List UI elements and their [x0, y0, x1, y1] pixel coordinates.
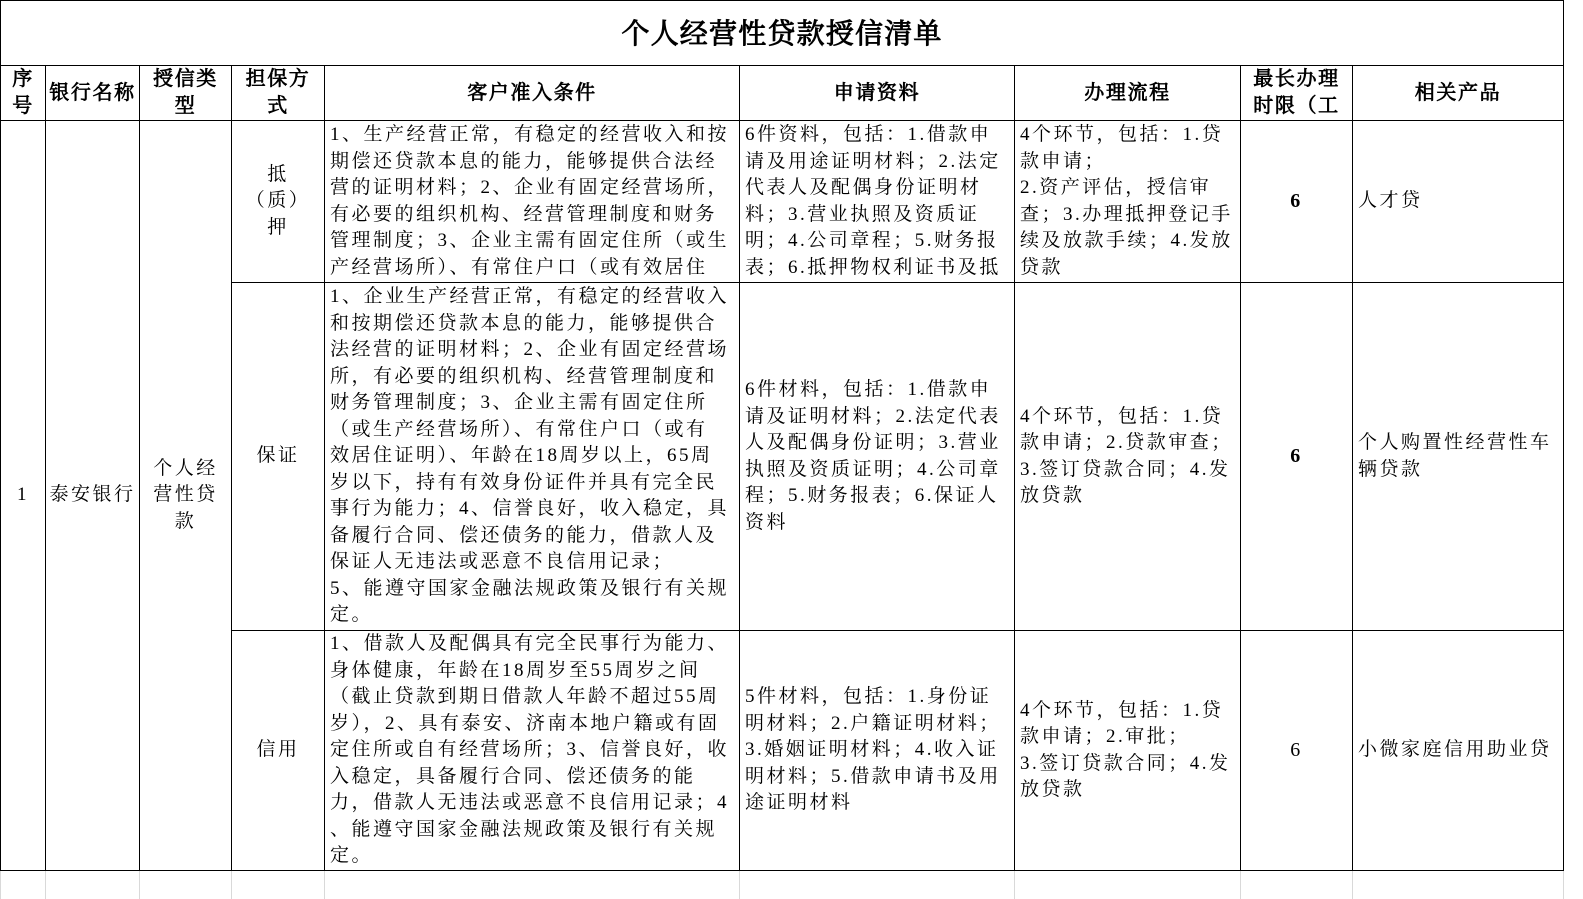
empty-cell[interactable] [232, 871, 325, 899]
cell-admission-conditions[interactable]: 1、生产经营正常，有稳定的经营收入和按 期偿还贷款本息的能力，能够提供合法经 营的证明材料；2、企业有固定经营场所， 有必要的组织机构、经营管理制度和财务 管理制度；3、企业主需有固定住所（或生 产经营场所）、有常住户口（或有效居住 [325, 121, 740, 283]
header-credit-type[interactable]: 授信类 型 [140, 66, 232, 121]
empty-cell[interactable] [740, 871, 1015, 899]
cell-admission-conditions[interactable]: 1、借款人及配偶具有完全民事行为能力、 身体健康，年龄在18周岁至55周岁之间 （截止贷款到期日借款人年龄不超过55周 岁），2、具有泰安、济南本地户籍或有固 定住所或自有经营场所；3、信誉良好，收 入稳定，具备履行合同、偿还债务的能 力，借款人无违法或恶意不良信用记录；4 、能遵守国家金融法规政策及银行有关规 定。 [325, 631, 740, 871]
empty-cell[interactable] [0, 871, 46, 899]
header-related-products[interactable]: 相关产品 [1353, 66, 1564, 121]
empty-cell[interactable] [325, 871, 740, 899]
cell-max-time-limit[interactable]: 6 [1241, 631, 1353, 871]
cell-process[interactable]: 4个环节，包括：1.贷 款申请； 2.资产评估，授信审 查；3.办理抵押登记手 续及放款手续；4.发放 贷款 [1015, 121, 1241, 283]
empty-cell[interactable] [1241, 871, 1353, 899]
cell-application-materials[interactable]: 6件材料，包括：1.借款申 请及证明材料；2.法定代表 人及配偶身份证明；3.营业 执照及资质证明；4.公司章 程；5.财务报表；6.保证人 资料 [740, 283, 1015, 631]
header-bank-name[interactable]: 银行名称 [46, 66, 140, 121]
cell-application-materials[interactable]: 5件材料，包括：1.身份证 明材料；2.户籍证明材料； 3.婚姻证明材料；4.收入证 明材料；5.借款申请书及用 途证明材料 [740, 631, 1015, 871]
cell-seq[interactable]: 1 [0, 121, 46, 871]
cell-max-time-limit[interactable]: 6 [1241, 283, 1353, 631]
cell-admission-conditions[interactable]: 1、企业生产经营正常，有稳定的经营收入 和按期偿还贷款本息的能力，能够提供合 法经营的证明材料；2、企业有固定经营场 所，有必要的组织机构、经营管理制度和 财务管理制度；3、企业主需有固定住所 （或生产经营场所）、有常住户口（或有 效居住证明）、年龄在18周岁以上，65周 岁以下，持有有效身份证件并具有完全民 事行为能力；4、信誉良好，收入稳定，具 备履行合同、偿还债务的能力，借款人及 保证人无违法或恶意不良信用记录； 5、能遵守国家金融法规政策及银行有关规 定。 [325, 283, 740, 631]
header-admission-conditions[interactable]: 客户准入条件 [325, 66, 740, 121]
header-application-materials[interactable]: 申请资料 [740, 66, 1015, 121]
empty-cell[interactable] [46, 871, 140, 899]
cell-related-products[interactable]: 小微家庭信用助业贷 [1353, 631, 1564, 871]
cell-process[interactable]: 4个环节，包括：1.贷 款申请；2.审批； 3.签订贷款合同；4.发 放贷款 [1015, 631, 1241, 871]
empty-cell[interactable] [1353, 871, 1564, 899]
empty-cell[interactable] [140, 871, 232, 899]
header-max-time-limit[interactable]: 最长办理 时限（工 [1241, 66, 1353, 121]
header-process[interactable]: 办理流程 [1015, 66, 1241, 121]
cell-related-products[interactable]: 人才贷 [1353, 121, 1564, 283]
cell-bank-name[interactable]: 泰安银行 [46, 121, 140, 871]
cell-max-time-limit[interactable]: 6 [1241, 121, 1353, 283]
cell-application-materials[interactable]: 6件资料，包括：1.借款申 请及用途证明材料；2.法定 代表人及配偶身份证明材 料；3.营业执照及资质证 明；4.公司章程；5.财务报 表；6.抵押物权利证书及抵 [740, 121, 1015, 283]
table-title[interactable]: 个人经营性贷款授信清单 [0, 1, 1564, 66]
cell-process[interactable]: 4个环节，包括：1.贷 款申请；2.贷款审查； 3.签订贷款合同；4.发 放贷款 [1015, 283, 1241, 631]
cell-guarantee-method[interactable]: 保证 [232, 283, 325, 631]
header-seq[interactable]: 序 号 [0, 66, 46, 121]
empty-cell[interactable] [1015, 871, 1241, 899]
cell-related-products[interactable]: 个人购置性经营性车 辆贷款 [1353, 283, 1564, 631]
cell-guarantee-method[interactable]: 信用 [232, 631, 325, 871]
cell-guarantee-method[interactable]: 抵 （质） 押 [232, 121, 325, 283]
cell-credit-type[interactable]: 个人经 营性贷 款 [140, 121, 232, 871]
header-guarantee-method[interactable]: 担保方 式 [232, 66, 325, 121]
